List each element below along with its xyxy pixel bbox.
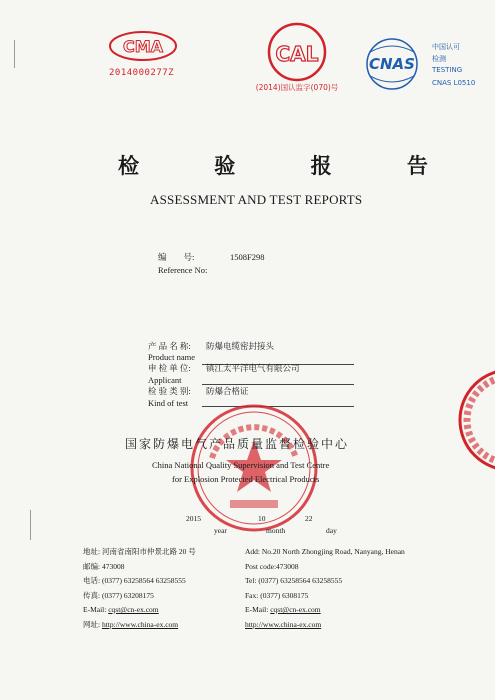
web-label: 网址:: [83, 619, 102, 629]
field-label-cn: 申 检 单 位:: [148, 363, 191, 373]
organization-name-en-2: for Explosion Protected Electrical Products: [172, 474, 320, 484]
report-title-cn: 检 验 报 告: [118, 153, 462, 178]
organization-name-en-1: China National Quality Supervision and Test Centre: [152, 460, 330, 470]
field-label-en: Product name: [148, 352, 195, 362]
cal-seal: [242, 20, 352, 100]
date-day-label: day: [326, 526, 337, 535]
email-link[interactable]: cqst@cn-ex.com: [108, 605, 159, 614]
cnas-cn-line-1: 中国认可: [432, 43, 460, 51]
contact-postcode-cn: 邮编: 473008: [83, 561, 125, 571]
field-underline: [202, 384, 354, 385]
contact-postcode-en: Post code:473008: [245, 561, 299, 571]
contact-email-cn: [83, 603, 196, 618]
email-link[interactable]: cqst@cn-ex.com: [270, 605, 321, 614]
email-label: E-Mail:: [245, 605, 271, 614]
cma-logo-text: CMA: [122, 37, 164, 56]
field-label-cn: 检 验 类 别:: [148, 386, 191, 396]
contact-cn: [83, 545, 196, 632]
cnas-cn-line-2: 检测: [432, 55, 446, 63]
field-value: 防爆电缆密封接头: [206, 341, 275, 351]
cal-number: (2014)国认监字(070)号: [255, 83, 339, 92]
contact-fax-cn: 传真: (0377) 63208175: [83, 590, 154, 600]
contact-email-en: [245, 603, 405, 618]
contact-address-en: Add: No.20 North Zhongjing Road, Nanyang, Henan: [245, 547, 405, 556]
date-month: 10: [258, 514, 266, 523]
cnas-number: CNAS L0510: [432, 79, 476, 87]
field-label-en: Kind of test: [148, 398, 189, 408]
binding-mark-top: [14, 40, 15, 68]
contact-phone-en: Tel: (0377) 63258564 63258555: [245, 576, 343, 585]
cnas-seal: [352, 36, 487, 101]
cma-seal: [103, 30, 183, 80]
cal-logo-text: CAL: [275, 42, 319, 66]
date-year: 2015: [186, 514, 201, 523]
cnas-logo-icon: [352, 36, 432, 91]
date-year-label: year: [214, 526, 227, 535]
email-label: E-Mail:: [83, 605, 109, 614]
reference-label-cn: 编 号:: [158, 252, 195, 262]
contact-web-cn: [83, 618, 196, 633]
edge-seal-icon: [455, 365, 495, 475]
binding-mark-bottom: [30, 510, 31, 540]
cnas-testing: TESTING: [432, 66, 463, 74]
report-title-en: ASSESSMENT AND TEST REPORTS: [150, 192, 363, 207]
web-link[interactable]: http://www.china-ex.com: [101, 619, 179, 629]
reference-value: 1508F298: [230, 252, 265, 262]
date-month-label: month: [266, 526, 286, 535]
date-day: 22: [305, 514, 313, 523]
web-link[interactable]: http://www.china-ex.com: [245, 619, 322, 629]
cal-logo-icon: [242, 20, 352, 88]
organization-name-cn: 国家防爆电气产品质量监督检验中心: [125, 437, 350, 451]
field-label-en: Applicant: [148, 375, 182, 385]
field-value: 镇江太平洋电气有限公司: [206, 363, 300, 373]
contact-fax-en: Fax: (0377) 6308175: [245, 590, 309, 600]
field-label-cn: 产 品 名 称:: [148, 341, 191, 351]
contact-phone-cn: 电话: (0377) 63258564 63258555: [83, 576, 186, 585]
contact-address-cn: 地址: 河南省南阳市仲景北路 20 号: [83, 547, 196, 556]
contact-en: [245, 545, 405, 632]
reference-label-en: Reference No:: [158, 265, 208, 275]
contact-web-en: [245, 618, 405, 633]
cnas-logo-text: CNAS: [369, 55, 415, 73]
field-value: 防爆合格证: [206, 386, 249, 396]
cma-number: 2014000277Z: [109, 68, 175, 78]
